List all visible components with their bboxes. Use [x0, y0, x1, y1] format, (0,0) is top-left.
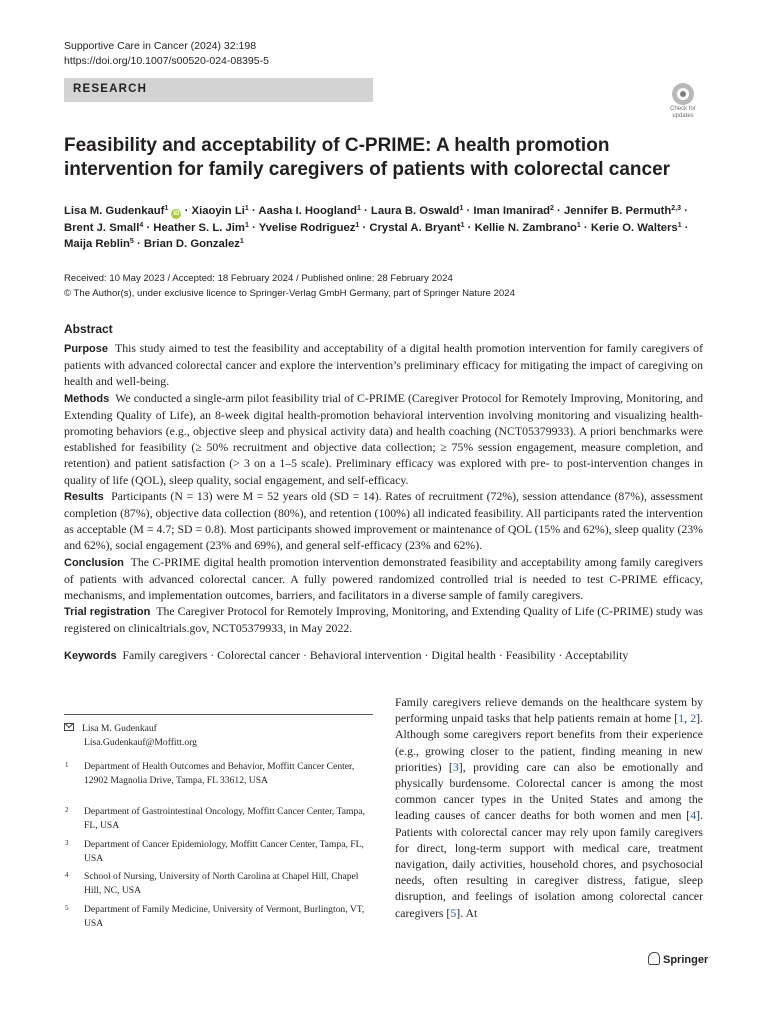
article-title: Feasibility and acceptability of C-PRIME: A health promotion intervention for family caregivers of patients with colorectal cancer: [64, 135, 671, 180]
footnote-divider: [64, 714, 373, 715]
author-name[interactable]: Laura B. Oswald: [370, 205, 460, 217]
abstract-heading: Abstract: [64, 322, 113, 336]
citation-link[interactable]: 5: [450, 905, 457, 920]
check-updates-label: Check for updates: [670, 106, 696, 119]
author-name[interactable]: Xiaoyin Li: [191, 205, 245, 217]
author-name[interactable]: Aasha I. Hoogland: [258, 205, 357, 217]
author-name[interactable]: Brent J. Small: [64, 221, 140, 234]
copyright-line: © The Author(s), under exclusive licence to Springer-Verlag GmbH Germany, part of Springer Nature 2024: [64, 287, 515, 299]
author-name[interactable]: Kellie N. Zambrano: [474, 221, 577, 234]
citation-link[interactable]: 4: [690, 808, 697, 823]
correspondence-email[interactable]: Lisa.Gudenkauf@Moffitt.org: [84, 736, 197, 748]
citation-link[interactable]: 1: [678, 711, 685, 726]
article-type-label: RESEARCH: [73, 83, 148, 95]
abstract-purpose: Purpose This study aimed to test the feasibility and acceptability of a digital health promotion intervention for family caregivers of patients with advanced colorectal cancer and explore the intervention’s preliminary efficacy for mitigating the impact of caregiving on health and well-being.: [64, 341, 704, 389]
author-name[interactable]: Brian D. Gonzalez: [143, 238, 240, 250]
keywords-list: Family caregivers · Colorectal cancer · Behavioral intervention · Digital health · Feasibility · Acceptability: [122, 648, 629, 662]
check-updates-icon: [672, 83, 694, 105]
author-name[interactable]: Heather S. L. Jim: [153, 221, 245, 234]
author-name[interactable]: Yvelise Rodriguez: [258, 221, 356, 234]
abstract-body: [64, 340, 703, 637]
springer-horse-icon: [648, 952, 660, 965]
citation-link[interactable]: 2: [690, 711, 697, 726]
envelope-icon: [64, 723, 74, 731]
author-name[interactable]: Lisa M. Gudenkauf: [64, 205, 165, 217]
publisher-name: Springer: [663, 954, 709, 966]
correspondence-footnote: [64, 722, 374, 749]
author-name[interactable]: Iman Imanirad: [473, 205, 550, 217]
author-name[interactable]: Kerie O. Walters: [590, 221, 678, 234]
article-type-badge: [64, 78, 373, 102]
citation-link[interactable]: 3: [452, 759, 459, 774]
author-name[interactable]: Maija Reblin: [64, 238, 130, 250]
correspondence-name: Lisa M. Gudenkauf: [82, 723, 157, 734]
publisher-logo: [648, 952, 708, 966]
doi-link[interactable]: https://doi.org/10.1007/s00520-024-08395-5: [64, 55, 269, 67]
author-name[interactable]: Jennifer B. Permuth: [563, 205, 672, 217]
journal-line: Supportive Care in Cancer (2024) 32:198: [64, 40, 257, 52]
abstract-methods: Methods We conducted a single-arm pilot feasibility trial of C-PRIME (Caregiver Protocol for Remotely Improving, Monitoring, and Extending Quality of Life), an 8-week digital health-promotion behavioral intervention involving monitoring and visualizing health-promoting behaviors (e.g., objective sleep and physical activity data) and health coaching (NCT05379933). A priori benchmarks were established for feasibility (≥ 50% recruitment and objective data collection; ≥ 75% session engagement, measure completion, and retention) and patient satisfaction (> 3 on a 1–5 scale). Preliminary efficacy was explored with pre- to post-intervention changes in quality of life (QOL), sleep quality, social engagement, and self-efficacy.: [64, 390, 703, 487]
introduction-paragraph: Family caregivers relieve demands on the healthcare system by performing unpaid tasks that help patients remain at home [1, 2]. Although some caregivers report benefits from their experience (e.g., growing closer to the patient, finding meaning in new priorities) [3], providing care can also be emotionally and physically burdensome. Colorectal cancer is among the most common cancer types in the United States and among the leading causes of cancer deaths for both women and men [4]. Patients with colorectal cancer may rely upon family caregivers for direct, long-term support with medical care, treatment navigation, daily activities, household chores, and psychosocial needs, often resulting in caregiver distress, fatigue, sleep disruption, and feelings of isolation among colorectal cancer caregivers [5]. At: [395, 695, 703, 920]
dates-line: Received: 10 May 2023 / Accepted: 18 February 2024 / Published online: 28 February 2024: [64, 273, 453, 284]
abstract-results: Results Participants (N = 13) were M = 52 years old (SD = 14). Rates of recruitment (72%), session attendance (87%), assessment completion (87%), objective data collection (80%), and retention (100%) all indicated feasibility. All participants rated the intervention as acceptable (M = 4.7; SD = 0.8). Most participants showed improvement or maintenance of QOL (15% and 62%), sleep quality (23% and 62%), social engagement (23% and 69%), and general self-efficacy (23% and 62%).: [64, 488, 703, 553]
orcid-icon[interactable]: iD: [173, 211, 180, 217]
check-for-updates-button[interactable]: [664, 83, 702, 123]
publication-dates: [64, 272, 714, 301]
abstract-conclusion: Conclusion The C-PRIME digital health promotion intervention demonstrated feasibility and acceptability among family caregivers of patients with advanced colorectal cancer. A fully powered randomized controlled trial is needed to test C-PRIME efficacy, mechanisms, and implementation outcomes, barriers, and facilitators in a diverse sample of family caregivers.: [64, 554, 703, 603]
keywords-label: Keywords: [64, 650, 117, 662]
abstract-trial-registration: Trial registration The Caregiver Protocol for Remotely Improving, Monitoring, and Extending Quality of Life (C-PRIME) study was registered on clinicaltrials.gov, NCT05379933, in May 2022.: [64, 604, 703, 636]
keywords: [64, 647, 714, 664]
journal-citation: [64, 39, 269, 69]
author-name[interactable]: Crystal A. Bryant: [369, 221, 461, 234]
author-list: Lisa M. Gudenkauf$^1$ iD · Xiaoyin $Li^1$ · Aasha I. Hoogland$^1$ · Laura B. Oswald$^1$ · Iman Imanirad$^2$ · Jennifer B. Permuth$^{2,3}$ · Brent J. Small$^4$ · Heather S. L. Jim$^1$ · Yvelise Rodriguez$^1$ · Crystal A. Bryant$^1$ · Kellie N. Zambrano$^1$ · Kerie O. Walters$^1$ · Maija Reblin$^5$ · Brian D. Gonzalez$^1$: [64, 205, 689, 250]
